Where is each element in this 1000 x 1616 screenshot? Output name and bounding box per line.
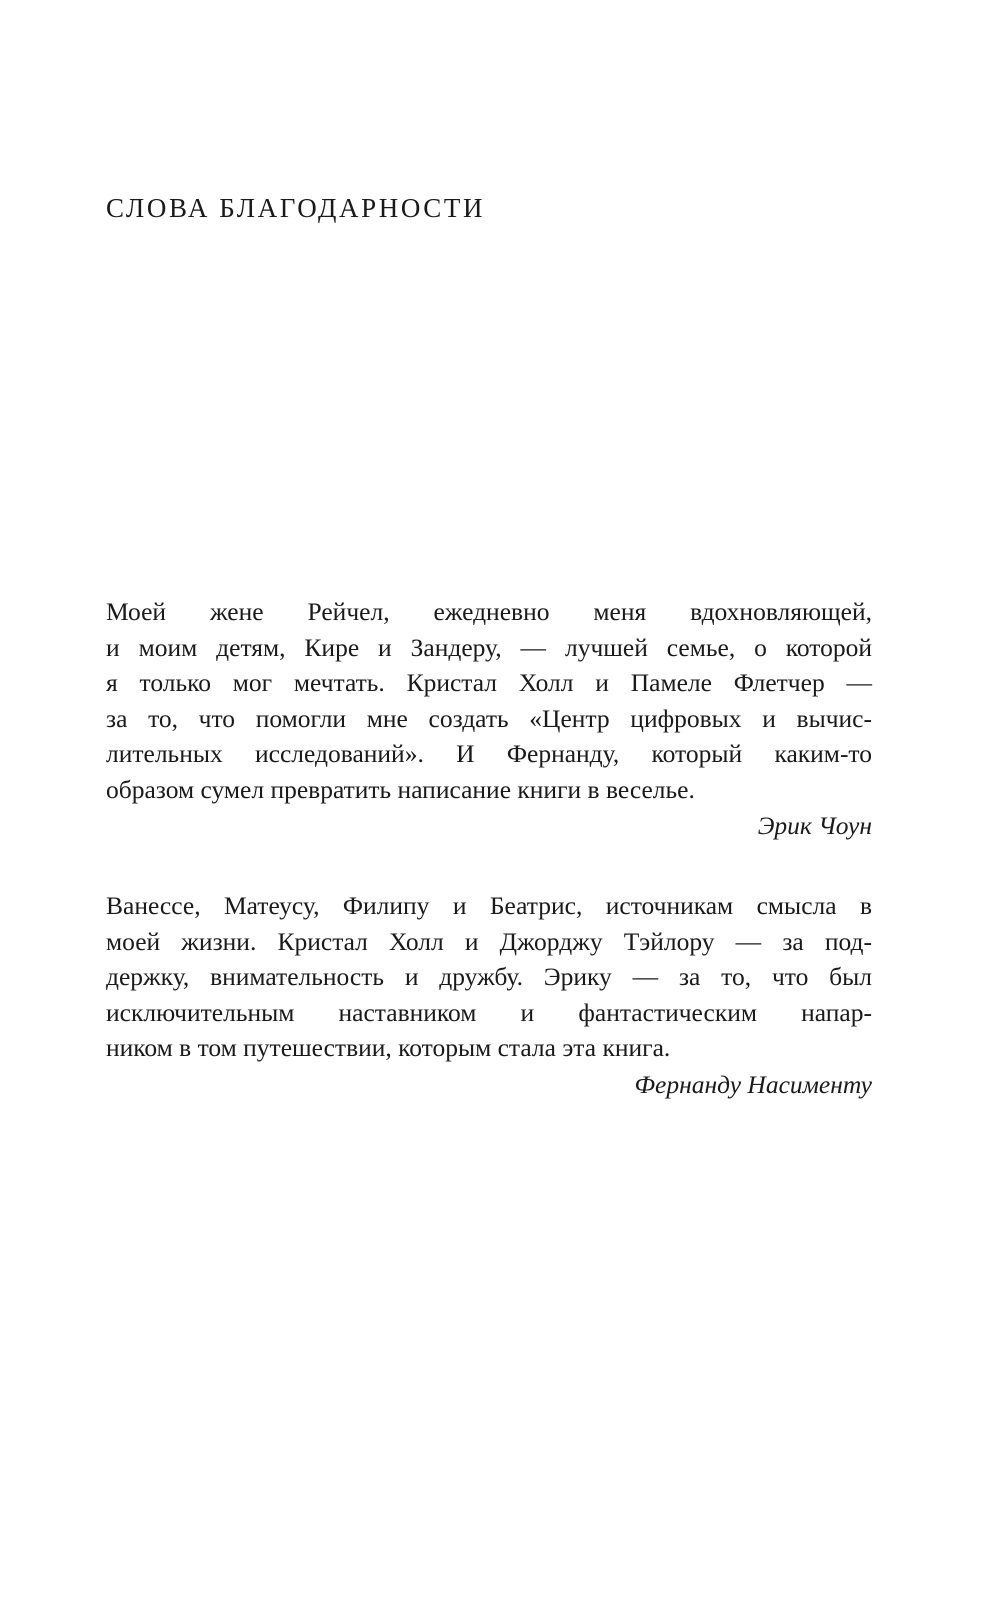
text-line: Моей жене Рейчел, ежедневно меня вдохновляющей, xyxy=(106,597,872,626)
signature-1: Эрик Чоун xyxy=(757,811,872,840)
text-line: образом сумел превратить написание книги в веселье. xyxy=(106,774,695,804)
text-line: исключительным наставником и фантастическим напар- xyxy=(106,997,872,1027)
text-line: моей жизни. Кристал Холл и Джорджу Тэйлору — за под- xyxy=(106,926,872,956)
text-line: Ванессе, Матеусу, Филипу и Беатрис, источникам смысла в xyxy=(106,891,872,920)
acknowledgement-paragraph-1 xyxy=(106,594,872,844)
page-heading: СЛОВА БЛАГОДАРНОСТИ xyxy=(106,193,486,223)
text-line: ником в том путешествии, которым стала эта книга. xyxy=(106,1033,671,1062)
signature-2: Фернанду Насименту xyxy=(634,1069,872,1099)
text-line: держку, внимательность и дружбу. Эрику — за то, что был xyxy=(106,962,872,991)
acknowledgement-paragraph-2 xyxy=(106,888,872,1102)
text-line: за то, что помогли мне создать «Центр цифровых и вычис- xyxy=(106,703,872,733)
text-line: я только мог мечтать. Кристал Холл и Памеле Флетчер — xyxy=(106,668,872,697)
text-line: и моим детям, Кире и Зандеру, — лучшей семье, о которой xyxy=(106,632,872,662)
text-line: лительных исследований». И Фернанду, который каким-то xyxy=(106,739,872,768)
